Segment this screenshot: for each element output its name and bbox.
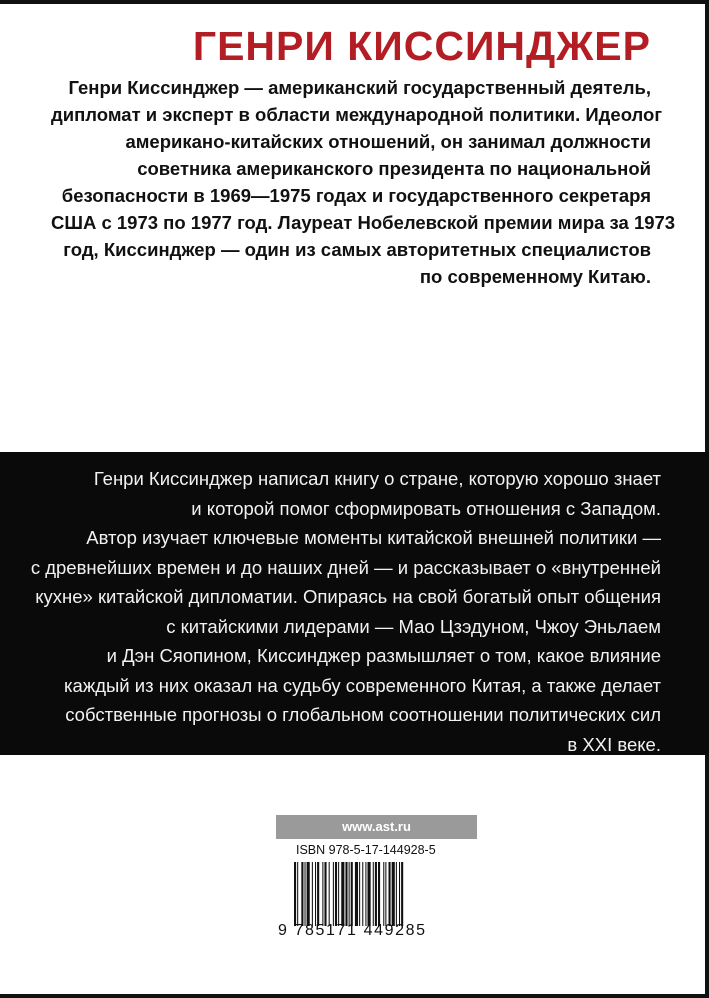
- barcode-bar: [297, 862, 298, 926]
- barcode-bar: [335, 862, 337, 926]
- isbn-barcode-block: [276, 842, 477, 942]
- author-title: ГЕНРИ КИССИНДЖЕР: [192, 23, 651, 69]
- barcode-bar: [383, 862, 384, 926]
- barcode-bar: [338, 862, 339, 926]
- description-line: Автор изучает ключевые моменты китайской внешней политики —: [86, 527, 661, 548]
- description-line: в XXI веке.: [567, 733, 661, 755]
- barcode-bar: [351, 862, 353, 926]
- barcode-bar: [322, 862, 323, 926]
- bio-line: советника американского президента по национальной: [137, 158, 651, 179]
- barcode-bar: [359, 862, 360, 926]
- bio-line: Генри Киссинджер — американский государственный деятель,: [68, 77, 651, 98]
- barcode-bar: [362, 862, 363, 926]
- description-line: с китайскими лидерами — Мао Цзэдуном, Чжоу Эньлаем: [166, 615, 661, 637]
- description-line: с древнейших времен и до наших дней — и рассказывает о «внутренней: [30, 556, 661, 578]
- barcode-bar: [375, 862, 377, 926]
- description-line: и Дэн Сяопином, Киссинджер размышляет о том, какое влияние: [106, 645, 661, 666]
- bio-line: по современному Китаю.: [419, 266, 651, 287]
- barcode-bar: [378, 862, 380, 926]
- barcode-bar: [349, 862, 350, 926]
- description-line: кухне» китайской дипломатии. Опираясь на свой богатый опыт общения: [35, 586, 661, 607]
- barcode-bar: [392, 862, 395, 926]
- description-line: каждый из них оказал на судьбу современного Китая, а также делает: [64, 674, 661, 696]
- bio-line: США с 1973 по 1977 год. Лауреат Нобелевской премии мира за 1973: [51, 212, 676, 233]
- barcode-bar: [324, 862, 326, 926]
- description-line: и которой помог сформировать отношения с Западом.: [191, 497, 661, 519]
- barcode-bar: [345, 862, 347, 926]
- barcode-bar: [333, 862, 334, 926]
- barcode-bar: [312, 862, 313, 926]
- barcode-bar: [385, 862, 386, 926]
- barcode-bar: [315, 862, 316, 926]
- barcode-bar: [329, 862, 330, 926]
- barcode-bar: [317, 862, 319, 926]
- barcode-bar: [365, 862, 366, 926]
- barcode-bar: [401, 862, 403, 926]
- isbn-label: ISBN 978-5-17-144928-5: [296, 843, 436, 857]
- barcode-bar: [373, 862, 374, 926]
- bio-line: год, Киссинджер — один из самых авторитетных специалистов: [63, 239, 651, 260]
- author-bio: [51, 74, 676, 290]
- barcode-bar: [305, 862, 306, 926]
- barcode-bar: [368, 862, 371, 926]
- cover-frame-bottom: [0, 994, 709, 998]
- barcode-digits: 9 785171 449285: [278, 922, 427, 939]
- barcode-bar: [355, 862, 358, 926]
- barcode-bar: [341, 862, 344, 926]
- bio-line: американо-китайских отношений, он занимал должности: [125, 131, 651, 152]
- barcode-bar: [399, 862, 400, 926]
- cover-frame-top: [0, 0, 709, 4]
- barcode-bar: [307, 862, 310, 926]
- description-line: собственные прогнозы о глобальном соотношении политических сил: [65, 704, 661, 725]
- bio-line: безопасности в 1969—1975 годах и государственного секретаря: [61, 185, 651, 206]
- book-description: [21, 464, 661, 759]
- barcode-bar: [294, 862, 296, 926]
- bio-line: дипломат и эксперт в области международной политики. Идеолог: [51, 104, 663, 125]
- barcode-bar: [389, 862, 391, 926]
- barcode-bar: [396, 862, 397, 926]
- barcode-bar: [301, 862, 303, 926]
- publisher-website[interactable]: www.ast.ru: [276, 815, 477, 839]
- description-line: Генри Киссинджер написал книгу о стране, которую хорошо знает: [93, 468, 661, 489]
- barcode-icon: [294, 862, 456, 926]
